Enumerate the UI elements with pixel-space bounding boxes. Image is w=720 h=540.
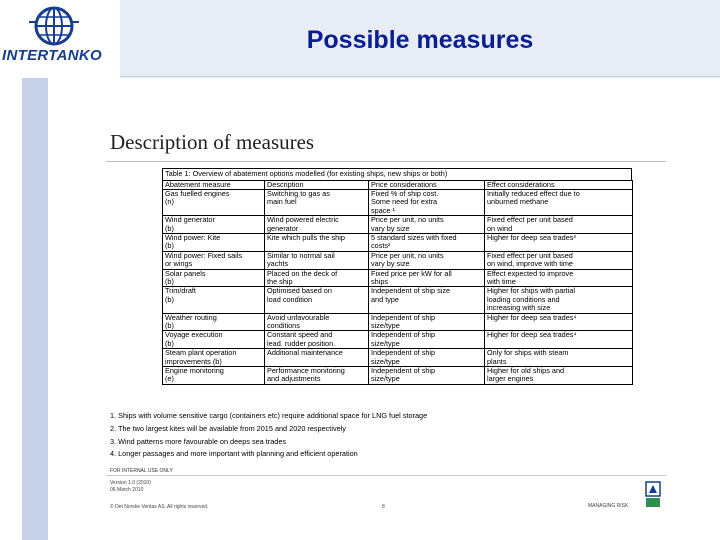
table-row	[163, 367, 633, 385]
table-row	[163, 349, 633, 367]
table-cell: Gas fuelled engines (n)	[163, 189, 265, 215]
brand-tagline: MANAGING RISK	[588, 503, 629, 509]
table-row	[163, 233, 633, 251]
table-cell: Fixed % of ship cost. Some need for extra space ¹	[369, 189, 485, 215]
table-cell: 5 standard sizes with fixed costs²	[369, 233, 485, 251]
table-caption: Table 1: Overview of abatement options modelled (for existing ships, new ships or both)	[162, 168, 632, 180]
table-cell: Similar to normal sail yachts	[265, 251, 369, 269]
table-cell: Fixed price per kW for all ships	[369, 269, 485, 287]
slide-content	[104, 118, 670, 518]
footer-divider	[106, 475, 666, 476]
footnote: 4. Longer passages and more important with planning and efficient operation	[110, 449, 358, 459]
left-accent-strip	[22, 78, 48, 540]
table-cell: Fixed effect per unit based on wind	[485, 216, 633, 234]
slide-heading: Description of measures	[110, 130, 315, 154]
table-header-row	[163, 180, 633, 189]
table-cell: Weather routing (b)	[163, 313, 265, 331]
footnote: 1. Ships with volume sensitive cargo (containers etc) require additional space for LNG fuel storage	[110, 411, 428, 420]
table-row	[163, 251, 633, 269]
footnote: 3. Wind patterns more favourable on deeps sea trades	[110, 436, 287, 446]
table-row	[163, 287, 633, 313]
table-cell: Effect expected to improve with time	[485, 269, 633, 287]
table-cell: Higher for deep sea trades⁴	[485, 331, 633, 349]
table-cell: Wind generator (b)	[163, 216, 265, 234]
page-title: Possible measures	[306, 26, 534, 54]
table-row	[163, 331, 633, 349]
table-cell: Wind power: Kite (b)	[163, 233, 265, 251]
date-label: 06 March 2010	[110, 487, 144, 493]
table-row	[163, 313, 633, 331]
table-cell: Trim/draft (b)	[163, 287, 265, 313]
version-label: Version 1.0 (2010)	[110, 480, 151, 486]
table-cell: Performance monitoring and adjustments	[265, 367, 369, 385]
measures-table-wrap	[162, 168, 632, 385]
table-cell: Wind power: Fixed sails or wings	[163, 251, 265, 269]
globe-logo-icon	[29, 6, 79, 46]
measures-table	[162, 180, 633, 385]
table-cell: Placed on the deck of the ship	[265, 269, 369, 287]
table-cell: Higher for deep sea trades⁴	[485, 313, 633, 331]
dnv-logo-icon	[645, 481, 661, 509]
column-header: Effect considerations	[485, 180, 633, 189]
table-body	[163, 189, 633, 384]
table-cell: Independent of ship size/type	[369, 331, 485, 349]
table-cell: Solar panels (b)	[163, 269, 265, 287]
table-cell: Avoid unfavourable conditions	[265, 313, 369, 331]
table-cell: Price per unit, no units vary by size	[369, 251, 485, 269]
column-header: Price considerations	[369, 180, 485, 189]
table-row	[163, 189, 633, 215]
page-number: 8	[382, 504, 385, 510]
table-cell: Kite which pulls the ship	[265, 233, 369, 251]
column-header: Abatement measure	[163, 180, 265, 189]
table-row	[163, 216, 633, 234]
table-cell: Voyage execution (b)	[163, 331, 265, 349]
table-cell: Additional maintenance	[265, 349, 369, 367]
table-cell: Fixed effect per unit based on wind, improve with time	[485, 251, 633, 269]
table-cell: Steam plant operation improvements (b)	[163, 349, 265, 367]
table-cell: Independent of ship size/type	[369, 367, 485, 385]
restriction-label: FOR INTERNAL USE ONLY	[110, 468, 173, 474]
table-cell: Engine monitoring (e)	[163, 367, 265, 385]
copyright-label: © Det Norske Veritas AS. All rights reserved.	[110, 504, 209, 510]
table-cell: Independent of ship size and type	[369, 287, 485, 313]
table-row	[163, 269, 633, 287]
footnotes	[110, 412, 650, 463]
table-cell: Higher for deep sea trades³	[485, 233, 633, 251]
table-cell: Independent of ship size/type	[369, 349, 485, 367]
table-cell: Wind powered electric generator	[265, 216, 369, 234]
intertanko-logo	[0, 0, 120, 78]
table-cell: Only for ships with steam plants	[485, 349, 633, 367]
logo-text: INTERTANKO	[2, 47, 102, 64]
table-cell: Switching to gas as main fuel	[265, 189, 369, 215]
column-header: Description	[265, 180, 369, 189]
table-cell: Higher for old ships and larger engines	[485, 367, 633, 385]
table-cell: Constant speed and lead. rudder position.	[265, 331, 369, 349]
footnote: 2. The two largest kites will be available from 2015 and 2020 respectively	[110, 423, 346, 433]
table-cell: Higher for ships with partial loading conditions and increasing with size	[485, 287, 633, 313]
table-cell: Initially reduced effect due to unburned methane	[485, 189, 633, 215]
header	[0, 0, 720, 78]
header-divider	[120, 76, 720, 77]
table-cell: Independent of ship size/type	[369, 313, 485, 331]
table-cell: Optimised based on load condition	[265, 287, 369, 313]
heading-divider	[106, 161, 666, 162]
table-cell: Price per unit, no units vary by size	[369, 216, 485, 234]
